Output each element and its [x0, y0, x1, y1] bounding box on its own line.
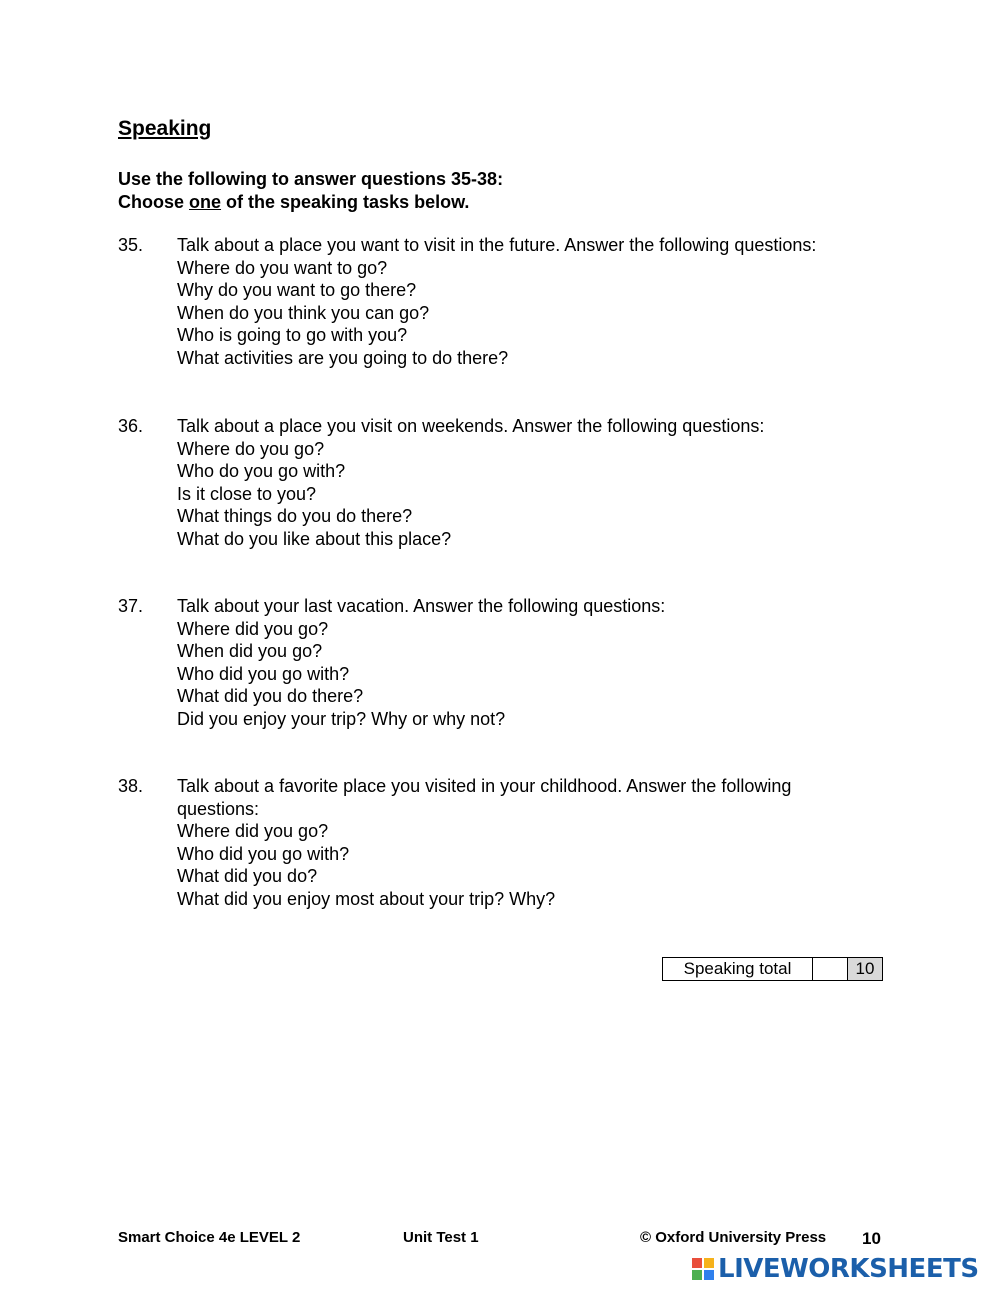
question-prompt: Talk about a place you visit on weekends. Answer the following questions: [177, 416, 765, 436]
liveworksheets-watermark [692, 1254, 979, 1284]
question-body [177, 595, 898, 731]
question-item: When do you think you can go? [177, 302, 430, 323]
question-prompt: Talk about a favorite place you visited in your childhood. Answer the following [177, 776, 792, 796]
question-item: What did you do? [177, 866, 318, 887]
question-number: 36. [118, 416, 144, 436]
question-number: 37. [118, 596, 144, 616]
question-item: Who did you go with? [177, 663, 350, 684]
speaking-total-label: Speaking total [663, 958, 813, 981]
speaking-total-row [663, 958, 883, 981]
question-item: When did you go? [177, 641, 323, 662]
question-item: Why do you want to go there? [177, 280, 417, 301]
question-body [177, 415, 898, 551]
footer-series: Smart Choice 4e LEVEL 2 [118, 1229, 301, 1246]
liveworksheets-logo-icon [692, 1258, 714, 1280]
page-number: 10 [862, 1229, 881, 1248]
question-item: What activities are you going to do there? [177, 347, 509, 368]
question-38 [118, 775, 898, 911]
instructions-line-2 [118, 191, 503, 214]
question-prompt-continued: questions: [177, 798, 260, 819]
footer-copyright: © Oxford University Press [640, 1229, 827, 1246]
question-item: What did you do there? [177, 686, 364, 707]
question-item: What did you enjoy most about your trip? Why? [177, 888, 556, 909]
question-prompt: Talk about your last vacation. Answer the following questions: [177, 596, 666, 616]
section-title: Speaking [118, 117, 212, 140]
question-item: Where did you go? [177, 821, 329, 842]
question-item: Did you enjoy your trip? Why or why not? [177, 708, 506, 729]
speaking-total-score-input[interactable] [813, 958, 848, 981]
footer-test-name: Unit Test 1 [403, 1229, 479, 1246]
instructions-line-1: Use the following to answer questions 35-38: [118, 169, 504, 189]
question-number: 35. [118, 235, 144, 255]
question-item: Where do you go? [177, 438, 325, 459]
question-number: 38. [118, 776, 144, 796]
instructions-emphasis: one [189, 191, 222, 212]
question-item: Who did you go with? [177, 843, 350, 864]
instructions-line-2-post: of the speaking tasks below. [221, 191, 470, 212]
instructions [118, 168, 503, 213]
question-item: Who do you go with? [177, 461, 346, 482]
question-item: Who is going to go with you? [177, 325, 408, 346]
question-item: Where did you go? [177, 618, 329, 639]
question-item: What do you like about this place? [177, 528, 452, 549]
question-body [177, 234, 898, 370]
speaking-total-table [662, 957, 883, 981]
question-36 [118, 415, 898, 551]
question-prompt: Talk about a place you want to visit in the future. Answer the following questions: [177, 235, 817, 255]
question-35 [118, 234, 898, 370]
instructions-line-2-pre: Choose [118, 191, 190, 212]
question-item: Is it close to you? [177, 483, 317, 504]
question-body [177, 775, 898, 911]
question-item: What things do you do there? [177, 506, 413, 527]
question-item: Where do you want to go? [177, 257, 388, 278]
question-37 [118, 595, 898, 731]
liveworksheets-wordmark: LIVEWORKSHEETS [718, 1254, 979, 1284]
speaking-total-max: 10 [848, 958, 883, 981]
